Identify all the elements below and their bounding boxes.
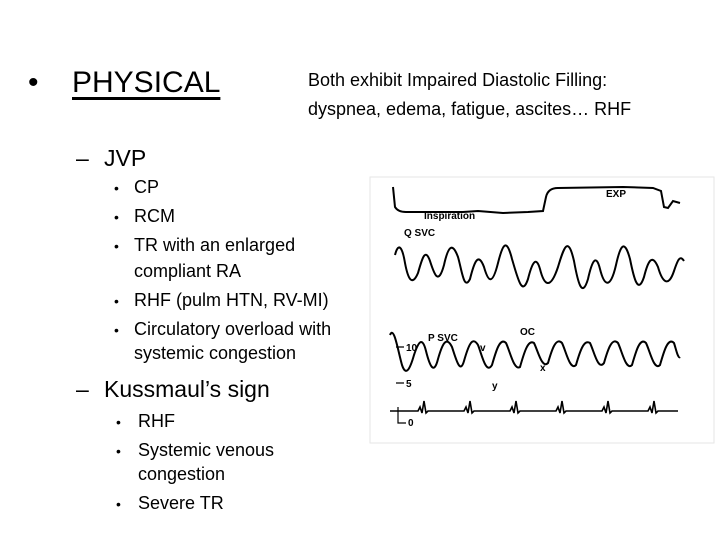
kussmaul-item-venous: Systemic venous	[138, 440, 275, 460]
label-inspiration: Inspiration	[424, 211, 476, 222]
kussmaul-bullet-3: •	[116, 496, 121, 512]
tick-0: 0	[408, 418, 414, 429]
note-line-1: Both exhibit Impaired Diastolic Filling:	[308, 70, 608, 90]
jvp-item-tr: TR with an enlarged	[134, 235, 296, 255]
jvp-item-rcm: RCM	[134, 206, 175, 226]
jvp-dash: –	[76, 145, 89, 171]
label-p-svc: P SVC	[428, 333, 458, 344]
jvp-bullet-5: •	[114, 322, 119, 338]
jvp-pressure-tracings	[368, 175, 716, 445]
label-oc: OC	[520, 327, 535, 338]
figure-border	[370, 177, 714, 443]
jvp-item-overload: Circulatory overload with	[134, 319, 332, 339]
kussmaul-item-venous-cont: congestion	[138, 464, 226, 484]
kussmaul-bullet-1: •	[116, 414, 121, 430]
kussmaul-dash: –	[76, 376, 89, 402]
kussmaul-heading: Kussmaul’s sign	[104, 376, 270, 402]
q-svc-flow-trace	[395, 245, 684, 288]
tick-5: 5	[406, 379, 412, 390]
jvp-heading: JVP	[104, 145, 147, 171]
kussmaul-item-rhf: RHF	[138, 411, 175, 431]
label-y-descent: y	[492, 381, 498, 392]
label-v-wave: v	[480, 343, 486, 354]
kussmaul-item-tr: Severe TR	[138, 493, 224, 513]
respiration-trace	[393, 187, 680, 213]
jvp-item-cp: CP	[134, 177, 160, 197]
label-exp: EXP	[606, 189, 627, 200]
jvp-item-rhf: RHF (pulm HTN, RV-MI)	[134, 290, 329, 310]
jvp-bullet-4: •	[114, 293, 119, 309]
tick-10: 10	[406, 343, 418, 354]
jvp-item-overload-cont: systemic congestion	[134, 343, 297, 363]
slide-title: PHYSICAL	[72, 66, 221, 99]
jvp-bullet-1: •	[114, 180, 119, 196]
jvp-item-tr-cont: compliant RA	[134, 261, 242, 281]
kussmaul-bullet-2: •	[116, 443, 121, 459]
title-bullet: •	[28, 66, 39, 99]
jvp-bullet-2: •	[114, 209, 119, 225]
note-line-2: dyspnea, edema, fatigue, ascites… RHF	[308, 99, 632, 119]
ecg-trace	[390, 401, 678, 413]
label-q-svc: Q SVC	[404, 228, 436, 239]
label-x-descent: x	[540, 363, 546, 374]
jvp-bullet-3: •	[114, 238, 119, 254]
